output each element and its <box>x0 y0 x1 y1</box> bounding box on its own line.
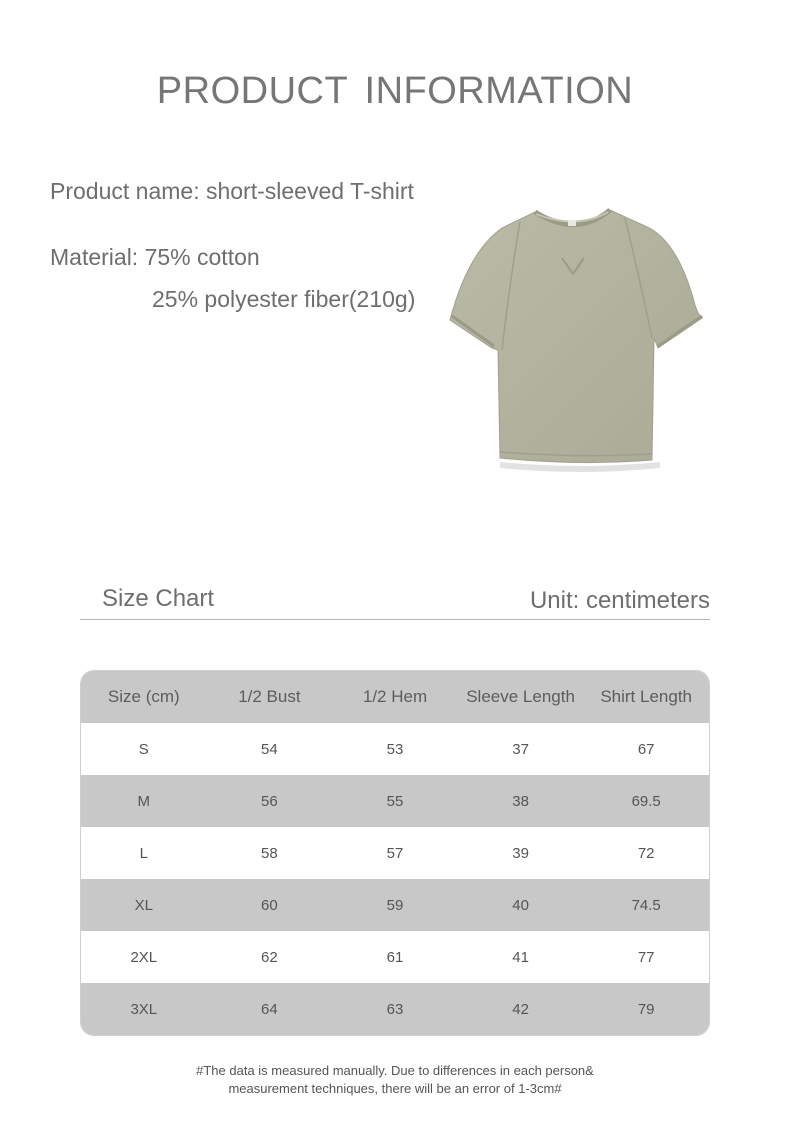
size-table <box>80 670 710 1036</box>
table-cell: 69.5 <box>631 792 661 810</box>
column-header: 1/2 Bust <box>238 687 301 706</box>
material-line: Material: 75% cotton <box>50 244 260 270</box>
column-header: Size (cm) <box>107 687 180 706</box>
table-cell: 61 <box>386 948 404 966</box>
column-header: Sleeve Length <box>466 687 575 706</box>
table-row <box>81 879 709 931</box>
unit-label: Unit: centimeters <box>529 587 710 614</box>
page-title: PRODUCT INFORMATION <box>156 70 634 112</box>
table-cell: 3XL <box>130 1000 158 1018</box>
column-header: 1/2 Hem <box>362 687 428 706</box>
table-cell: 55 <box>386 792 404 810</box>
table-cell: 60 <box>261 896 278 914</box>
table-cell: XL <box>134 896 153 914</box>
table-cell: 62 <box>261 948 278 966</box>
table-cell: 41 <box>512 948 529 966</box>
table-cell: M <box>137 792 151 810</box>
column-header: Shirt Length <box>600 687 693 706</box>
table-cell: L <box>139 844 148 862</box>
note-line-2: measurement techniques, there will be an error of 1-3cm# <box>228 1081 562 1096</box>
table-cell: 2XL <box>130 948 158 966</box>
table-cell: 56 <box>261 792 278 810</box>
table-cell: 58 <box>261 844 278 862</box>
table-cell: 63 <box>386 1000 404 1018</box>
size-chart-label: Size Chart <box>102 585 215 612</box>
product-name: Product name: short-sleeved T-shirt <box>50 178 414 204</box>
table-cell: 39 <box>512 844 529 862</box>
table-cell: 64 <box>261 1000 278 1018</box>
table-row <box>81 931 709 983</box>
material-line-2: 25% polyester fiber(210g) <box>152 286 416 312</box>
table-cell: 67 <box>637 740 655 758</box>
table-row <box>81 723 709 775</box>
table-cell: 74.5 <box>631 896 661 914</box>
table-cell: 57 <box>386 844 404 862</box>
table-row <box>81 775 709 827</box>
table-cell: 53 <box>386 740 404 758</box>
table-cell: 79 <box>637 1000 655 1018</box>
table-row <box>81 983 709 1035</box>
table-cell: 42 <box>512 1000 529 1018</box>
table-cell: 38 <box>512 792 529 810</box>
table-cell: 37 <box>512 740 529 758</box>
table-header-row <box>81 671 709 723</box>
note-line-1: #The data is measured manually. Due to differences in each person& <box>196 1063 594 1078</box>
size-chart-header <box>80 585 710 620</box>
measurement-note <box>0 1062 790 1098</box>
table-cell: 54 <box>261 740 278 758</box>
table-cell: S <box>138 740 149 758</box>
table-cell: 77 <box>637 948 655 966</box>
tshirt-image <box>440 200 715 475</box>
table-cell: 72 <box>637 844 655 862</box>
table-cell: 59 <box>386 896 404 914</box>
table-cell: 40 <box>512 896 529 914</box>
table-row <box>81 827 709 879</box>
